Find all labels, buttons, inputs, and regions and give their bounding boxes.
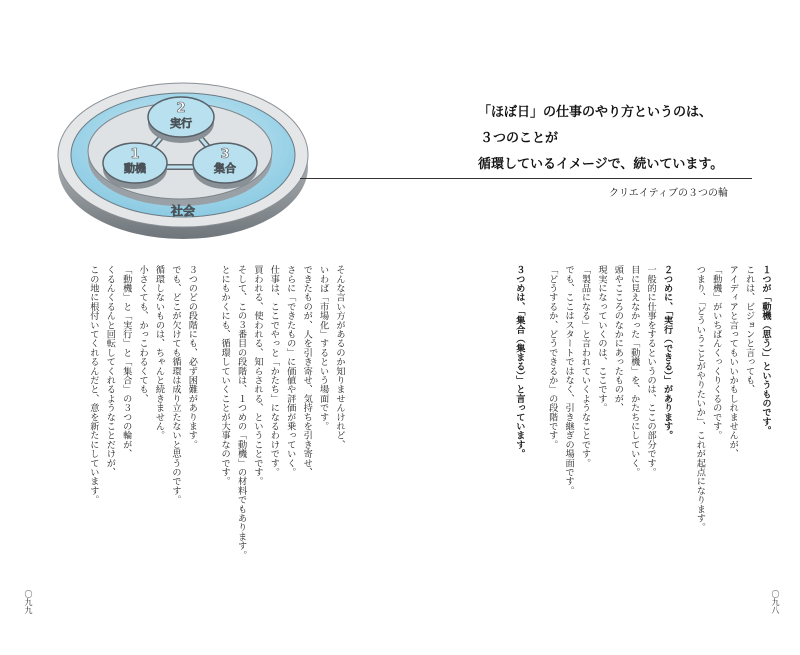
text-line: でも、ここはスタートではなく、引き継ぎの場面です。 [563, 265, 575, 495]
text-line: でも、どこが欠けても循環は成り立たないと思うのです。 [169, 265, 181, 505]
text-line [527, 265, 543, 595]
page-number-left: 〇九九 [24, 590, 33, 614]
text-line: 「動機」と「実行」と「集合」の３つの輪が、 [120, 265, 132, 459]
circle-jikkou [148, 97, 214, 143]
text-line: ３つめは、「集合（集まる）」と言っています。 [513, 265, 525, 459]
text-line: 「製品になる」と言われていくようなことです。 [579, 265, 591, 468]
text-line: ３つのどの段階にも、必ず困難があります。 [186, 265, 198, 449]
text-line: 「どうするか、どうできるか」の段階です。 [546, 265, 558, 449]
headline [478, 100, 778, 178]
text-line: できたものが、人を引き寄せ、気持ちを引き寄せ、 [301, 265, 313, 477]
circle-douki [103, 143, 167, 189]
circle-number-1: 1 [130, 147, 140, 162]
left-page-body [47, 265, 347, 595]
outer-ring-label: 社会 [170, 204, 196, 218]
text-line: 買われる、使われる、知らされる、ということです。 [251, 265, 263, 486]
text-line [675, 265, 691, 595]
text-line: さらに「できたもの」に価値や評価が乗っていく。 [284, 265, 296, 477]
diagram-caption: クリエイティブの３つの輪 [609, 188, 728, 199]
text-line: 現実になっていくのは、ここです。 [595, 265, 607, 413]
text-line: １つが「動機（思う）」というものです。 [760, 265, 771, 436]
text-line: これは、ビジョンと言っても、 [743, 265, 755, 394]
text-line: とにもかくにも、循環していくことが大事なのです。 [219, 265, 231, 486]
text-line: そんな言い方があるのか知りませんけれど、 [334, 265, 345, 449]
text-line: 頭やこころのなかにあったものが、 [612, 265, 624, 413]
text-line: くるんくるんと回転してくれるようなことだけが、 [104, 265, 116, 477]
text-line: つまり、「どういうことがやりたいか」、これが起点になります。 [694, 265, 706, 532]
circle-shuugou [193, 143, 257, 189]
text-line: アイディアと言ってもいいかもしれませんが、 [727, 265, 739, 459]
headline-rule [300, 178, 752, 179]
circle-label-douki: 動機 [124, 162, 146, 175]
right-page-body [473, 265, 773, 595]
text-line: いわば「市場化」するという場面です。 [317, 265, 329, 431]
headline-line-2: ３つのことが [480, 131, 559, 146]
text-line: 一般的に仕事をするというのは、ここの部分です。 [645, 265, 657, 477]
text-line [199, 265, 215, 595]
text-line: 小さくても、かっこわるくても、 [137, 265, 149, 403]
circle-label-shuugou: 集合 [214, 162, 236, 175]
headline-line-3: 循環しているイメージで、続いています。 [478, 157, 724, 172]
creative-three-rings-diagram [55, 55, 315, 255]
text-line: 仕事は、ここでやっと「かたち」になるわけです。 [268, 265, 280, 477]
circle-label-jikkou: 実行 [170, 117, 192, 130]
text-line: ２つめに、「実行（できる）」があります。 [661, 265, 673, 440]
circle-number-3: 3 [220, 147, 230, 162]
circle-number-2: 2 [176, 101, 186, 116]
text-line: この地に根付いてくれるんだと、意を新たにしています。 [87, 265, 99, 505]
text-line: 循環しないものは、ちゃんと続きません。 [153, 265, 165, 440]
headline-line-1: 「ほぼ日」の仕事のやり方というのは、 [478, 105, 713, 120]
page-number-right: 〇九八 [771, 590, 780, 614]
text-line: 「動機」がいちばんくっくりくるのです。 [710, 265, 722, 440]
text-line: 目に見えなかった「動機」を、かたちにしていく。 [628, 265, 640, 477]
text-line: そして、この３番目の段階は、１つめの「動機」の材料でもあります。 [235, 265, 247, 560]
